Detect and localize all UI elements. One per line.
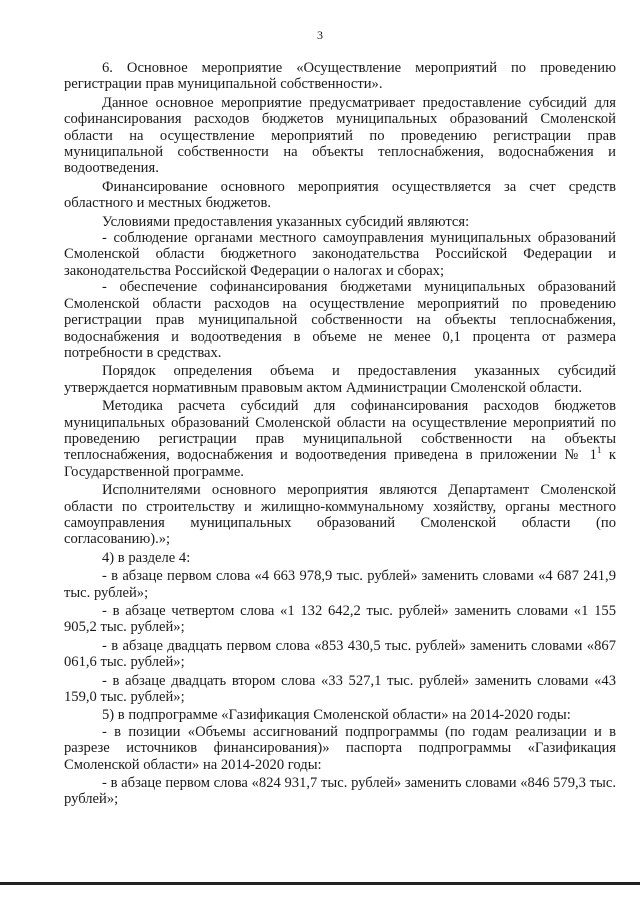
paragraph-amendment-4: - в абзаце двадцать втором слова «33 527,1 тыс. рублей» заменить словами «43 159,0 тыс. рублей»; xyxy=(64,672,616,706)
paragraph-subprogram-gasification: 5) в подпрограмме «Газификация Смоленской области» на 2014-2020 годы: xyxy=(102,707,571,724)
paragraph-financing: Финансирование основного мероприятия осуществляется за счет средств областного и местных бюджетов. xyxy=(64,178,616,212)
paragraph-passport-position: - в позиции «Объемы ассигнований подпрограммы (по годам реализации и в разрезе источников финансирования)» паспорта подпрограммы «Газификация Смоленской области» на 2014-2020 годы: xyxy=(64,723,616,773)
methodology-tail: к Государственной программе. xyxy=(64,447,616,480)
paragraph-amendment-1: - в абзаце первом слова «4 663 978,9 тыс. рублей» заменить словами «4 687 241,9 тыс. рублей»; xyxy=(64,568,616,601)
methodology-superscript: 1 xyxy=(596,445,602,456)
methodology-text: Методика расчета субсидий для софинансирования расходов бюджетов муниципальных образований Смоленской области на осуществление мероприятий по проведению регистрации прав муниципальной собственности на объекты теплоснабжения, водоснабжения и водоотведения приведена в приложении № 1 xyxy=(64,398,616,464)
paragraph-conditions-intro: Условиями предоставления указанных субсидий являются: xyxy=(102,213,470,230)
paragraph-procedure: Порядок определения объема и предоставления указанных субсидий утверждается нормативным правовым актом Администрации Смоленской области. xyxy=(64,363,616,396)
paragraph-methodology xyxy=(64,398,616,480)
paragraph-subsidy-description: Данное основное мероприятие предусматривает предоставление субсидий для софинансирования расходов бюджетов муниципальных образований Смоленской области на осуществление мероприятий по проведению регистрации прав муниципальной собственности на объекты теплоснабжения, водоснабжения и водоотведения. xyxy=(64,94,616,177)
paragraph-amendment-5: - в абзаце первом слова «824 931,7 тыс. рублей» заменить словами «846 579,3 тыс. рублей»; xyxy=(64,775,616,808)
paragraph-executors: Исполнителями основного мероприятия являются Департамент Смоленской области по строительству и жилищно-коммунальному хозяйству, органы местного самоуправления муниципальных образований Смоленской области (по согласованию).»; xyxy=(64,482,616,548)
bottom-rule xyxy=(0,882,640,885)
paragraph-amendment-3: - в абзаце двадцать первом слова «853 430,5 тыс. рублей» заменить словами «867 061,6 тыс. рублей»; xyxy=(64,637,616,671)
paragraph-section-4: 4) в разделе 4: xyxy=(102,549,191,566)
paragraph-main-event-6: 6. Основное мероприятие «Осуществление мероприятий по проведению регистрации прав муниципальной собственности». xyxy=(64,60,616,93)
paragraph-amendment-2: - в абзаце четвертом слова «1 132 642,2 тыс. рублей» заменить словами «1 155 905,2 тыс. рублей»; xyxy=(64,603,616,636)
page-number: 3 xyxy=(317,28,323,42)
paragraph-condition-1: - соблюдение органами местного самоуправления муниципальных образований Смоленской области бюджетного законодательства Российской Федерации и законодательства Российской Федерации о налогах и сборах; xyxy=(64,230,616,279)
paragraph-condition-2: - обеспечение софинансирования бюджетами муниципальных образований Смоленской области расходов на осуществление мероприятий по проведению регистрации прав муниципальной собственности на объекты теплоснабжения, водоснабжения и водоотведения в объеме не менее 0,1 процента от размера потребности в средствах. xyxy=(64,279,616,361)
document-body xyxy=(64,60,616,808)
